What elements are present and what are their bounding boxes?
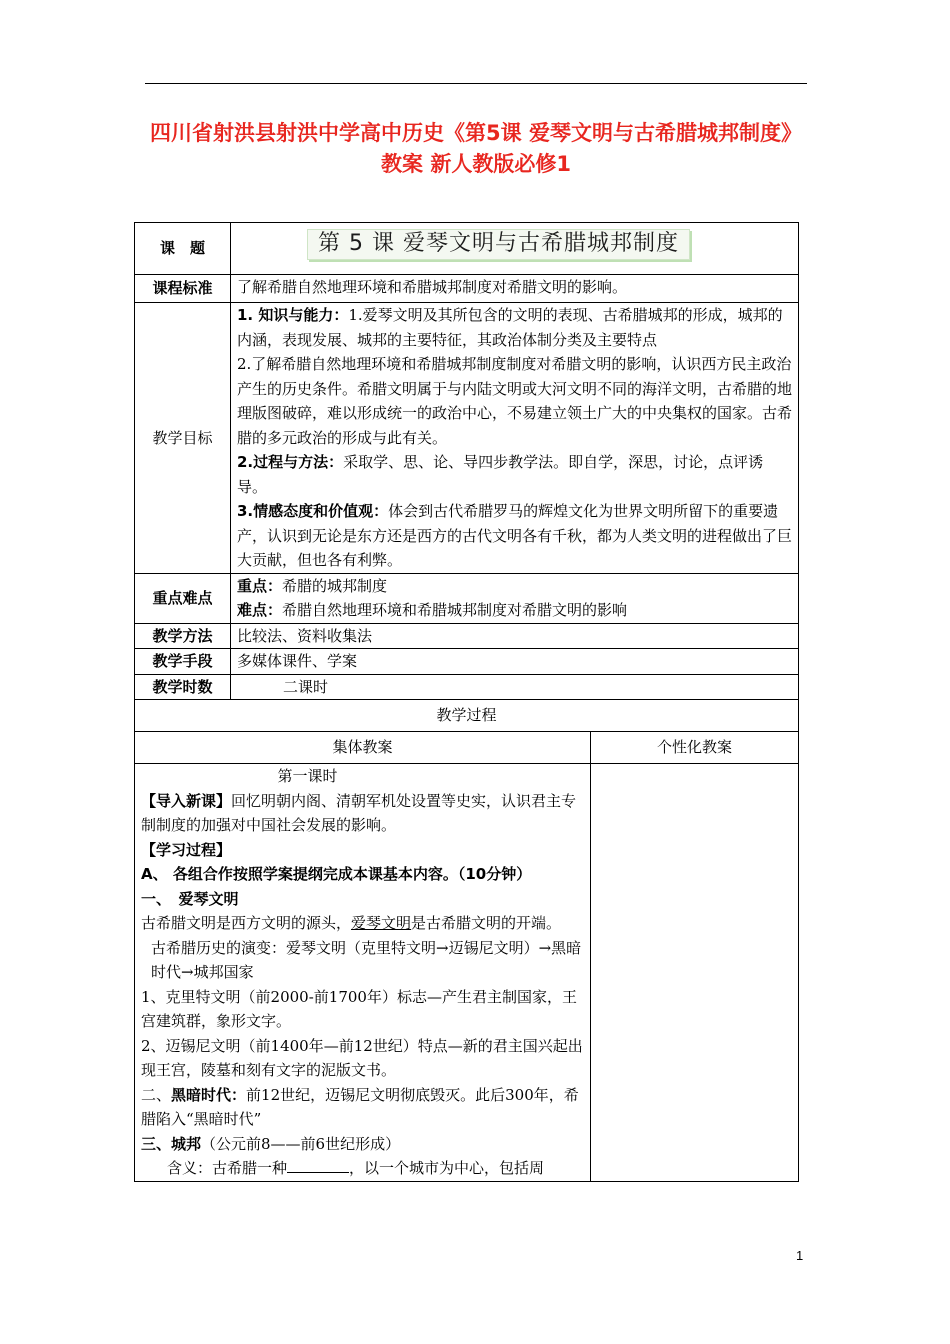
- hours-text: 二课时: [231, 674, 799, 700]
- goal-1: [237, 303, 792, 352]
- standard-text: 了解希腊自然地理环境和希腊城邦制度对希腊文明的影响。: [231, 275, 799, 303]
- paragraph-1: [141, 911, 584, 936]
- label-key-points: 重点难点: [135, 573, 231, 623]
- label-hours: 教学时数: [135, 674, 231, 700]
- col-personal: 个性化教案: [591, 732, 799, 764]
- section-2-head: 黑暗时代：: [171, 1085, 247, 1104]
- key-head: 重点：: [237, 576, 283, 595]
- means-text: 多媒体课件、学案: [231, 649, 799, 675]
- page-number: 1: [796, 1248, 804, 1263]
- label-topic: 课 题: [135, 223, 231, 275]
- goal-3-text: 体会到古代希腊罗马的辉煌文化为世界文明所留下的重要遗产，认识到无论是东方还是西方的古代文明各有千秋，都为人类文明的进程做出了巨大贡献，但也各有利弊。: [237, 502, 793, 569]
- p5-text-b: ，以一个城市为中心，包括周: [349, 1159, 545, 1177]
- row-means: [135, 649, 799, 675]
- row-standard: [135, 275, 799, 303]
- cell-key-points: [231, 573, 799, 623]
- key-point: [237, 574, 792, 599]
- section-1-heading: 一、 爱琴文明: [141, 889, 239, 908]
- goal-3-head: 3.情感态度和价值观：: [237, 502, 389, 520]
- diff-head: 难点：: [237, 601, 283, 619]
- goal-2: [237, 450, 792, 499]
- section-2-text: 前12世纪，迈锡尼文明彻底毁灭。此后300年，希腊陷入“黑暗时代”: [141, 1085, 579, 1128]
- diff-text: 希腊自然地理环境和希腊城邦制度对希腊文明的影响: [282, 601, 628, 619]
- step-a: A、 各组合作按照学案提纲完成本课基本内容。（10分钟）: [141, 865, 532, 883]
- cell-topic: [231, 223, 799, 275]
- label-means: 教学手段: [135, 649, 231, 675]
- row-key-points: [135, 573, 799, 623]
- goal-1-text-2: 2.了解希腊自然地理环境和希腊城邦制度制度对希腊文明的影响，认识西方民主政治产生的历史条件。希腊文明属于与内陆文明或大河文明不同的海洋文明，古希腊的地理版图破碎，难以形成统一的政治中心，不易建立领土广大的中央集权的国家。古希腊的多元政治的形成与此有关。: [237, 355, 793, 447]
- method-text: 比较法、资料收集法: [231, 623, 799, 649]
- document-title: 四川省射洪县射洪中学高中历史《第5课 爱琴文明与古希腊城邦制度》教案 新人教版必修1: [150, 121, 802, 176]
- paragraph-5: [141, 1156, 584, 1181]
- topic-banner-image: 第 5 课 爱琴文明与古希腊城邦制度: [307, 229, 690, 260]
- period-label: 第一课时: [277, 767, 338, 785]
- section-3: [141, 1132, 584, 1157]
- process-head: 【学习过程】: [141, 840, 232, 859]
- key-text: 希腊的城邦制度: [282, 576, 388, 595]
- intro-text: 回忆明朝内阁、清朝军机处设置等史实，认识君主专制制度的加强对中国社会发展的影响。: [141, 791, 577, 834]
- label-method: 教学方法: [135, 623, 231, 649]
- p1-text-b: 是古希腊文明的开端。: [411, 914, 562, 932]
- row-columns: [135, 732, 799, 764]
- paragraph-2: 古希腊历史的演变：爱琴文明（克里特文明→迈锡尼文明）→黑暗时代→城邦国家: [151, 938, 582, 981]
- goal-1-text: 1.爱琴文明及其所包含的文明的表现、古希腊城邦的形成，城邦的内涵，表现发展、城邦的主要特征，其政治体制分类及主要特点: [237, 306, 783, 349]
- p5-text-a: 含义：古希腊一种: [167, 1159, 288, 1177]
- cell-goals: [231, 303, 799, 574]
- label-goals: 教学目标: [135, 303, 231, 574]
- paragraph-4: 2、迈锡尼文明（前1400年—前12世纪）特点—新的君主国兴起出现王宫，陵墓和刻有文字的泥版文书。: [141, 1036, 583, 1079]
- fill-blank[interactable]: [287, 1158, 349, 1173]
- section-3-text: （公元前8——前6世纪形成）: [201, 1134, 401, 1153]
- difficult-point: [237, 598, 792, 623]
- p1-text-a: 古希腊文明是西方文明的源头，: [141, 914, 352, 932]
- section-3-head: 三、城邦: [141, 1134, 202, 1153]
- goal-2-head: 2.过程与方法：: [237, 453, 344, 471]
- intro-paragraph: [141, 789, 584, 838]
- intro-head: 【导入新课】: [141, 791, 232, 810]
- cell-personal-plan[interactable]: [591, 764, 799, 1182]
- row-topic: [135, 223, 799, 275]
- label-standard: 课程标准: [135, 275, 231, 303]
- goal-2-text: 采取学、思、论、导四步教学法。即自学，深思，讨论，点评诱导。: [237, 453, 764, 496]
- row-method: [135, 623, 799, 649]
- row-process: [135, 700, 799, 732]
- row-goals: [135, 303, 799, 574]
- cell-collective-plan: [135, 764, 591, 1182]
- section-2-num: 二、: [141, 1085, 172, 1104]
- section-2: [141, 1083, 584, 1132]
- paragraph-3: 1、克里特文明（前2000-前1700年）标志—产生君主制国家，王宫建筑群，象形文字。: [141, 987, 577, 1030]
- row-hours: [135, 674, 799, 700]
- process-heading: 教学过程: [135, 700, 799, 732]
- p1-underlined: 爱琴文明: [351, 914, 412, 932]
- goal-1-head: 1. 知识与能力：: [237, 306, 349, 324]
- lesson-plan-table: [134, 222, 799, 1182]
- header-rule: [145, 83, 807, 84]
- goal-3: [237, 499, 792, 573]
- row-lesson-content: [135, 764, 799, 1182]
- col-collective: 集体教案: [135, 732, 591, 764]
